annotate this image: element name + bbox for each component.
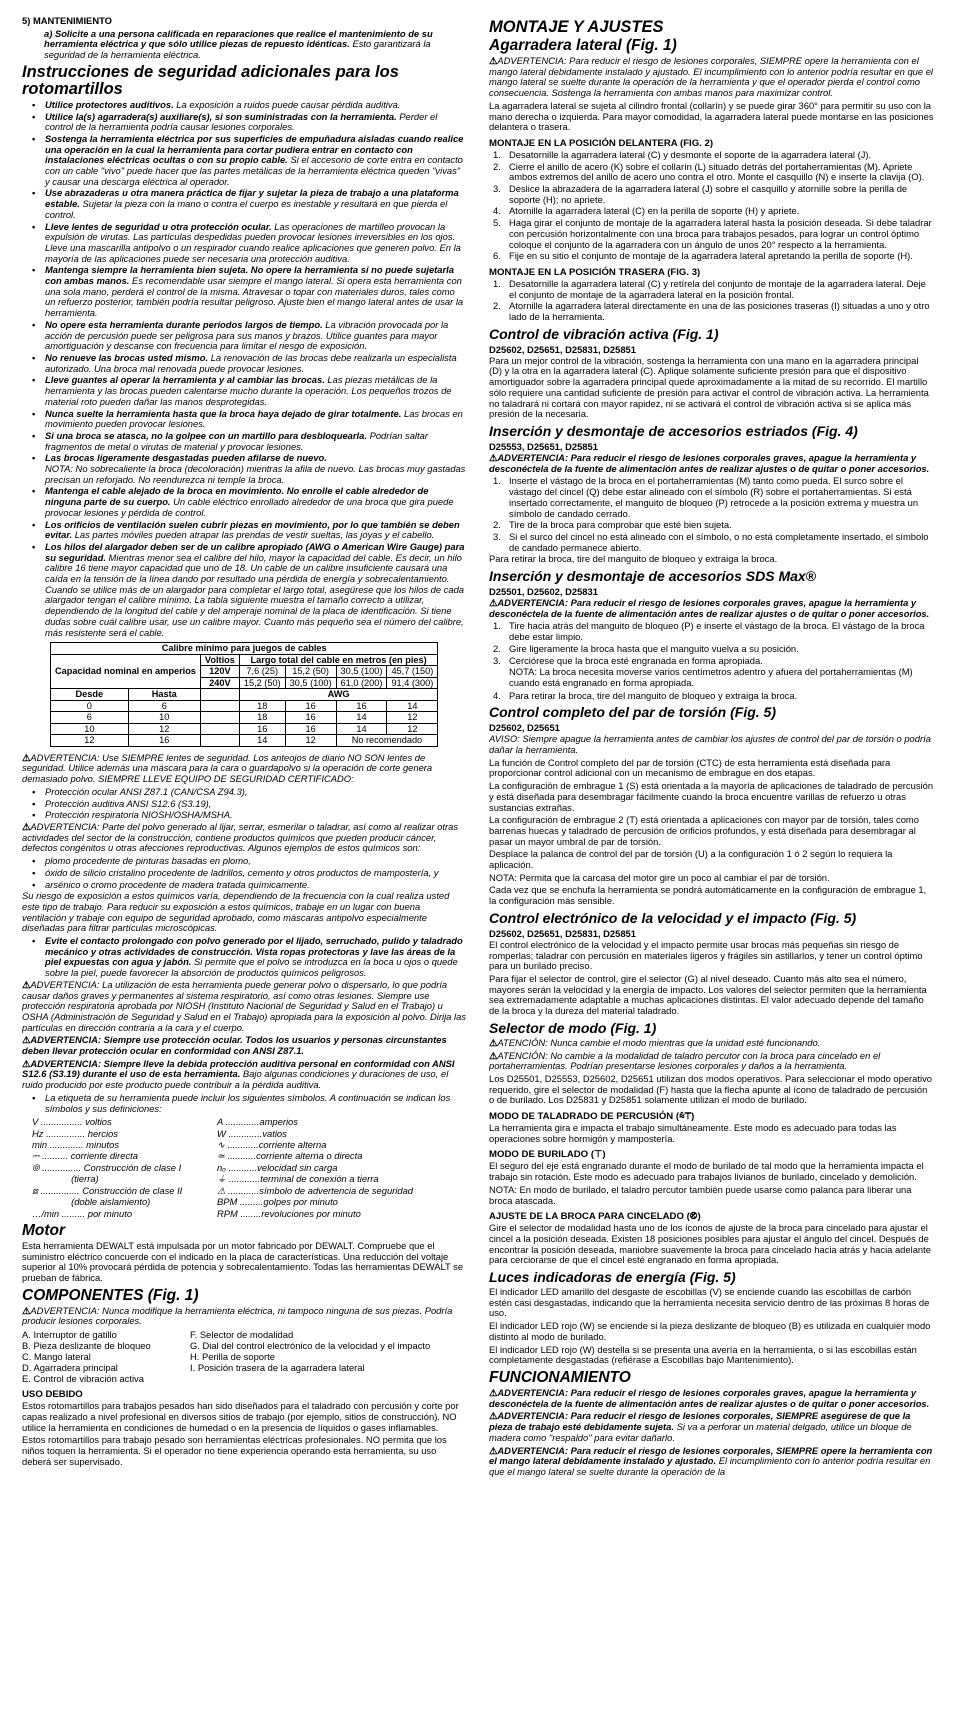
table-cell: 15,2 (50) bbox=[239, 677, 285, 689]
warning-icon: ⚠ bbox=[22, 1057, 31, 1069]
indicator-text-2: El indicador LED rojo (W) se enciende si la pieza deslizante de bloqueo (B) es utilizada en cualquier modo distinto al modo de burilado. bbox=[489, 1320, 931, 1342]
list-item: • La etiqueta de su herramienta puede incluir los siguientes símbolos. A continuación se indican los símbolos y sus definiciones: bbox=[32, 1093, 467, 1114]
volts-header: Voltios bbox=[200, 654, 239, 666]
sds-models: D25501, D25602, D25831 bbox=[489, 586, 598, 598]
warning-splined: ⚠ADVERTENCIA: Para reducir el riesgo de lesiones corporales graves, apague la herramienta y desconéctela de la fuente de alimentación antes de realizar ajustes o de quitar o poner accesorios. bbox=[489, 451, 930, 474]
symbol-definition: BPM .........golpes por minuto bbox=[217, 1196, 338, 1208]
warning-operation-3: ⚠ADVERTENCIA: Para reducir el riesgo de lesiones corporales, SIEMPRE opere la herramienta con el mango lateral debidamente instalado y ajustado. El incumplimiento con lo anterior podría resultar en que el mango lateral se suelte durante la operación de la bbox=[489, 1444, 933, 1477]
splined-models: D25553, D25651, D25851 bbox=[489, 440, 598, 452]
exposure-risk-text: Su riesgo de exposición a estos químicos varía, dependiendo de la frecuencia con la cual realiza usted este tipo de trabajo. Para reducir su exposición a estos químicos, trabaje en un lugar con buena ventilación y trabaje con equipo de seguridad aprobado, como máscaras antipolvo especialmente diseñadas para filtrar partículas microscópicas. bbox=[22, 890, 450, 934]
warning-side-handle: ⚠ADVERTENCIA: Para reducir el riesgo de lesiones corporales, SIEMPRE opere la herramienta con el mango lateral debidamente instalado y ajustado. El incumplimiento con lo anterior podría resultar en que el mango lateral se suelte durante la operación de la herramienta y que el operador pierda el control como consecuencia. Sostenga la herramienta con ambas manos para maximizar control. bbox=[489, 55, 934, 99]
maintenance-item-a: a) Solicite a una persona calificada en reparaciones que realice el mantenimiento de su herramienta eléctrica y que sólo utilice piezas de repuesto idénticas. Esto garantizará la seguridad de la herramienta eléctrica. bbox=[44, 27, 433, 61]
chisel-adjust-title: AJUSTE DE LA BROCA PARA CINCELADO (⦼) bbox=[489, 1211, 701, 1223]
component-item: F. Selector de modalidad bbox=[190, 1329, 294, 1341]
speed-text-1: El control electrónico de la velocidad y el impacto permite usar brocas más pequeñas sin riesgo de romperlas; taladrar con percusión en materiales ligeros y frágiles sin astillarlos, y tener un control óptimo para un burilado preciso. bbox=[489, 938, 923, 972]
warning-respiratory: ⚠ADVERTENCIA: La utilización de esta herramienta puede generar polvo o dispersarlo, lo que podría causar daños graves y permanentes al sistema respiratorio, así como otras lesiones. Siempre use protección respiratoria aprobada por NIOSH (Instituto Nacional de Seguridad y Salud en el Trabajo) u OSHA (Administración de Seguridad y Salud en el Trabajo) apropiada para la exposición al polvo. Dirija las partículas en dirección contraria a la cara y el cuerpo. bbox=[22, 978, 466, 1033]
symbol-definition: ∿ ............corriente alterna bbox=[217, 1139, 327, 1151]
warning-dust-chemicals: ⚠ADVERTENCIA: Parte del polvo generado al lijar, serrar, esmerilar o taladrar, así como al realizar otras actividades del sector de la construcción, contiene productos químicos que pueden producir cáncer, defectos congénitos u otras afecciones reproductivas. Algunos ejemplos de estos químicos son: bbox=[22, 820, 459, 854]
symbol-definition: ≃ ...........corriente alterna o directa bbox=[217, 1150, 363, 1162]
intended-use-title: USO DEBIDO bbox=[22, 1389, 83, 1401]
warning-hearing: ⚠ADVERTENCIA: Siempre lleve la debida protección auditiva personal en conformidad con ANSI S12.6 (S3.19) durante el uso de esta herramienta. Bajo algunas condiciones y duraciones de uso, el ruido producido por este producto puede contribuir a la pérdida auditiva. bbox=[22, 1057, 455, 1091]
warning-icon: ⚠ bbox=[489, 1049, 498, 1061]
length-header: Largo total del cable en metros (en pies) bbox=[239, 654, 437, 666]
list-item: • Si una broca se atasca, no la golpee con un martillo para desbloquearla. Podrían saltar fragmentos de metal o virutas de material y provocar lesiones. bbox=[32, 431, 467, 452]
warning-components: ⚠ADVERTENCIA: Nunca modifique la herramienta eléctrica, ni tampoco ninguna de sus piezas. Podría producir lesiones corporales. bbox=[22, 1304, 453, 1327]
warning-icon: ⚠ bbox=[22, 820, 31, 832]
list-item: • Sostenga la herramienta eléctrica por sus superficies de empuñadura aisladas cuando realice una operación en la cual la herramienta para cortar pudiera entrar en contacto con instalaciones eléctricas ocultas o con su propio cable. Si el accesorio de corte entra en contacto con un cable "vivo" puede hacer que las partes metálicas de la herramienta eléctrica queden "vivas" y causar una descarga eléctrica al operador. bbox=[32, 134, 467, 188]
warning-icon: ⚠ bbox=[489, 1386, 498, 1398]
torque-models: D25602, D25651 bbox=[489, 722, 560, 734]
indicator-text-1: El indicador LED amarillo del desgaste de escobillas (V) se enciende cuando las escobillas de carbón estén casi desgastadas, indicando que la herramienta necesita servicio dentro de las próximas 8 horas de uso. bbox=[489, 1286, 930, 1319]
table-row: 0 6 18 16 16 14 bbox=[51, 700, 438, 712]
list-item: 6. Fije en su sitio el conjunto de montaje de la agarradera lateral apretando la perilla de soporte (H). bbox=[493, 250, 913, 262]
symbol-definition: ⧈ ............... Construcción de clase II bbox=[32, 1184, 183, 1196]
chipping-mode-text: El seguro del eje está engranado durante el modo de burilado de tal modo que la herramienta impacta el trabajo sin rotación. Este modo es adecuado para trabajos livianos de burilado, cincelado y demolición. bbox=[489, 1160, 924, 1183]
symbol-definition: ⎓ .......... corriente directa bbox=[32, 1150, 138, 1162]
table-cell: 45,7 (150) bbox=[387, 666, 438, 678]
warning-icon: ⚠ bbox=[489, 597, 498, 609]
list-item: • Protección respiratoria NIOSH/OSHA/MSHA. bbox=[32, 810, 467, 821]
component-item: G. Dial del control electrónico de la velocidad y el impacto bbox=[190, 1340, 431, 1352]
list-item: • Protección ocular ANSI Z87.1 (CAN/CSA Z94.3), bbox=[32, 787, 467, 798]
component-item: H. Perilla de soporte bbox=[190, 1351, 275, 1363]
list-item: 3. Cerciórese que la broca esté engranada en forma apropiada. bbox=[493, 654, 763, 666]
volts-120: 120V bbox=[200, 666, 239, 678]
symbol-definition: V ................ voltios bbox=[32, 1116, 112, 1128]
speed-models: D25602, D25651, D25831, D25851 bbox=[489, 927, 636, 939]
mode-selector-title: Selector de modo (Fig. 1) bbox=[489, 1019, 657, 1036]
warning-eye-protection: ⚠ADVERTENCIA: Siempre use protección ocular. Todos los usuarios y personas circunstantes deben llevar protección ocular en conformidad con ANSI Z87.1. bbox=[22, 1034, 447, 1057]
maintenance-heading: 5) MANTENIMIENTO bbox=[22, 16, 112, 26]
list-item: • arsénico o cromo procedente de madera tratada químicamente. bbox=[32, 880, 467, 891]
torque-text-3: La configuración de embrague 2 (T) está orientada a aplicaciones con mayor par de torsión, tales como barrenas huecas y taladrado de percusión de orificios profundos, y está diseñada para desembragar al pasar un mayor umbral de par de torsión. bbox=[489, 814, 919, 847]
list-item: 2. Gire ligeramente la broca hasta que el manguito vuelva a su posición. bbox=[493, 642, 799, 654]
component-item: A. Interruptor de gatillo bbox=[22, 1329, 117, 1341]
table-cell: 61,0 (200) bbox=[336, 677, 387, 689]
torque-text-5: Cada vez que se enchufa la herramienta se pondrá automáticamente en la configuración de embrague 1, la configuración más sensible. bbox=[489, 884, 927, 907]
warning-icon: ⚠ bbox=[489, 451, 498, 463]
sharpen-note: NOTA: No sobrecaliente la broca (decoloración) mientras la afila de nuevo. Las brocas muy gastadas precisan un reforjado. No reendurezca ni temple la broca. bbox=[45, 463, 466, 485]
list-item: • Nunca suelte la herramienta hasta que la broca haya dejado de girar totalmente. Las brocas en movimiento pueden provocar lesiones. bbox=[32, 409, 467, 430]
component-item: C. Mango lateral bbox=[22, 1351, 91, 1363]
symbol-definition: ⏚ ............terminal de conexión a tierra bbox=[217, 1173, 379, 1185]
list-item: 2. Cierre el anillo de acero (K) sobre el collarín (L) situado detrás del portaherramientas (M). Apriete ambos extremos del anillo de acero uno contra el otro. Monte el casquillo (N) e inserte la clavija (O). bbox=[493, 160, 925, 183]
sds-steps bbox=[489, 621, 934, 666]
vibration-models: D25602, D25651, D25831, D25851 bbox=[489, 343, 636, 355]
to-header: Hasta bbox=[128, 689, 200, 701]
side-handle-title: Agarradera lateral (Fig. 1) bbox=[489, 37, 677, 54]
list-item: • Use abrazaderas u otra manera práctica de fijar y sujetar la pieza de trabajo a una plataforma estable. Sujetar la pieza con la mano o contra el cuerpo es inestable y resultará en que pierda el control. bbox=[32, 188, 467, 220]
list-item: 1. Desatornille la agarradera lateral (C) y desmonte el soporte de la agarradera lateral (J). bbox=[493, 148, 872, 160]
vibration-text: Para un mejor control de la vibración, sostenga la herramienta con una mano en la agarradera principal (D) y la otra en la agarradera lateral (C). Aplique solamente suficiente presión para que el dispositivo amortiguador sobre la agarradera principal quede aproximadamente a la mitad de su recorrido. El martillo sólo requiere una cantidad suficiente de presión para activar el control de vibración activa. La herramienta no taladrará ni cortará con mayor rapidez, ni se activará el control de vibración activa si se aplica más presión de la necesaria. bbox=[489, 354, 929, 420]
list-item: • No opere esta herramienta durante períodos largos de tiempo. La vibración provocada por la acción de percusión puede ser peligrosa para sus manos y brazos. Utilice guantes para mayor amortiguación y descanse con frecuencia para limitar el riesgo de exposición. bbox=[32, 320, 467, 352]
chemicals-list bbox=[32, 856, 467, 890]
component-item: E. Control de vibración activa bbox=[22, 1373, 144, 1385]
list-item: • Protección auditiva ANSI S12.6 (S3.19), bbox=[32, 799, 467, 810]
warning-icon: ⚠ bbox=[489, 1410, 498, 1422]
avoid-contact-list bbox=[32, 936, 467, 979]
sds-note: NOTA: La broca necesita moverse varios centímetros adentro y afuera del portaherramientas (M) cuando está engranado en forma apropiada. bbox=[509, 666, 913, 688]
table-cell: 30,5 (100) bbox=[285, 677, 336, 689]
symbol-definition: ⦾ ............... Construcción de clase I bbox=[32, 1161, 182, 1173]
intended-use-text-2: Estos rotomartillos para trabajo pesado son herramientas eléctricas profesionales. NO permita que los niños toquen la herramienta. Si el operador no tiene experiencia operando esta herramienta, su uso deberá ser supervisado. bbox=[22, 1434, 447, 1467]
component-item: I. Posición trasera de la agarradera lateral bbox=[190, 1362, 365, 1374]
symbol-definition: nₒ ...........velocidad sin carga bbox=[217, 1161, 338, 1173]
warning-operation-1: ⚠ADVERTENCIA: Para reducir el riesgo de lesiones corporales graves, apague la herramienta y desconéctela de la fuente de alimentación antes de realizar ajustes o de quitar o poner accesorios. bbox=[489, 1386, 930, 1409]
power-indicators-title: Luces indicadoras de energía (Fig. 5) bbox=[489, 1269, 736, 1286]
assembly-title: MONTAJE Y AJUSTES bbox=[489, 18, 664, 36]
sds-steps-continued bbox=[489, 691, 934, 702]
warning-icon: ⚠ bbox=[489, 1036, 498, 1048]
splined-remove-text: Para retirar la broca, tire del manguito de bloqueo y extraiga la broca. bbox=[489, 553, 778, 565]
indicator-text-3: El indicador LED rojo (W) destella si se presenta una avería en la herramienta, o si las escobillas están completamente desgastadas (refiérase a Escobillas bajo Mantenimiento). bbox=[489, 1343, 917, 1366]
motor-text: Esta herramienta DEWALT está impulsada por un motor fabricado por DEWALT. Compruebe que el suministro eléctrico concuerde con el indicado en la placa de características. Una reducción del voltaje superior al 10% provocará pérdida de potencia y sobrecalentamiento. Todas las herramientas DEWALT se prueban de fábrica. bbox=[22, 1239, 464, 1284]
torque-note: NOTA: Permita que la carcasa del motor gire un poco al cambiar el par de torsión. bbox=[489, 871, 830, 883]
components-title: COMPONENTES (Fig. 1) bbox=[22, 1286, 199, 1304]
chipping-note: NOTA: En modo de burilado, el taladro percutor también puede usarse como palanca para liberar una broca atascada. bbox=[489, 1183, 912, 1206]
mode-text: Los D25501, D25553, D25602, D25651 utilizan dos modos operativos. Para seleccionar el modo operativo requerido, gire el selector de modalidad (F) hasta que la flecha apunte al ícono de taladrado de percusión o de burilado. Los D25831 y D25851 solamente utilizan el modo de burilado. bbox=[489, 1072, 932, 1106]
symbol-definition: A .............amperios bbox=[217, 1116, 298, 1128]
front-mount-steps bbox=[489, 150, 934, 262]
component-item: D. Agarradera principal bbox=[22, 1362, 118, 1374]
safety-instructions-title: Instrucciones de seguridad adicionales para los rotomartillos bbox=[22, 62, 399, 98]
right-column bbox=[489, 16, 934, 1735]
motor-title: Motor bbox=[22, 1221, 66, 1239]
certified-equipment-list bbox=[32, 787, 467, 821]
torque-control-title: Control completo del par de torsión (Fig. 5) bbox=[489, 704, 777, 721]
list-item: 2. Tire de la broca para comprobar que esté bien sujeta. bbox=[493, 519, 732, 531]
list-item: 1. Inserte el vástago de la broca en el portaherramientas (M) tanto como pueda. El surco sobre el vástago del cincel (Q) debe estar alineado con el símbolo (R) sobre el portaherramientas. Si está insertado correctamente, el manguito de bloqueo (P) retrocede a la posición extrema y muestra un símbolo de candado cerrado. bbox=[493, 475, 919, 519]
symbol-definition: Hz ............... hercios bbox=[32, 1127, 118, 1139]
list-item: 4. Para retirar la broca, tire del manguito de bloqueo y extraiga la broca. bbox=[493, 689, 798, 701]
list-item: • Utilice la(s) agarradera(s) auxiliare(s), si son suministradas con la herramienta. Perder el control de la herramienta podría causar lesiones corporales. bbox=[32, 112, 467, 133]
warning-icon: ⚠ bbox=[489, 1444, 498, 1456]
list-item: • Utilice protectores auditivos. La exposición a ruidos puede causar pérdida auditiva. bbox=[32, 100, 467, 111]
list-item: 2. Atornille la agarradera lateral directamente en una de las posiciones traseras (I) situadas a uno y otro lado de la herramienta. bbox=[493, 300, 930, 323]
symbol-definition: (tierra) bbox=[32, 1173, 99, 1185]
hammer-drill-mode-title: MODO DE TALADRADO DE PERCUSIÓN (⩯⊤) bbox=[489, 1111, 695, 1123]
chisel-rotate-icon: (⦼) bbox=[686, 1211, 701, 1223]
list-item: • Los orificios de ventilación suelen cubrir piezas en movimiento, por lo que también se deben evitar. Las partes móviles pueden atrapar las prendas de vestir sueltas, las joyas y el cabello. bbox=[32, 520, 467, 541]
list-item: • Las brocas ligeramente desgastadas pueden afilarse de nuevo. NOTA: No sobrecaliente la broca (decoloración) mientras la afila de nuevo. Las brocas muy gastadas precisan un reforjado. No reendurezca ni temple la broca. bbox=[32, 453, 467, 485]
list-item: 3. Deslice la abrazadera de la agarradera lateral (J) sobre el casquillo y atornille sobre la perilla de soporte (H); no apriete. bbox=[493, 183, 908, 205]
list-item: 3. Si el surco del cincel no está alineado con el símbolo, o no está completamente insertado, el símbolo de candado permanece abierto. bbox=[493, 530, 929, 553]
list-item: • Evite el contacto prolongado con polvo generado por el lijado, serruchado, pulido y taladrado mecánico y otras actividades de construcción. Vista ropas protectoras y lave las áreas de la piel expuestas con agua y jabón. Si permite que el polvo se introduzca en la boca u ojos o quede sobre la piel, puede favorecer la absorción de productos químicos peligrosos. bbox=[32, 936, 467, 979]
list-item: • Mantenga el cable alejado de la broca en movimiento. No enrolle el cable alrededor de ninguna parte de su cuerpo. Un cable eléctrico enrollado alrededor de una broca que gira puede provocar lesiones y pérdida de control. bbox=[32, 486, 467, 518]
list-item: 1. Tire hacia atrás del manguito de bloqueo (P) e inserte el vástago de la broca. El vástago de la broca debe estar limpio. bbox=[493, 620, 925, 643]
rear-mount-title: MONTAJE EN LA POSICIÓN TRASERA (FIG. 3) bbox=[489, 266, 701, 278]
operation-title: FUNCIONAMIENTO bbox=[489, 1368, 631, 1386]
list-item: 1. Desatornille la agarradera lateral (C) y retírela del conjunto de montaje de la agarradera lateral. Deje el conjunto de montaje de la agarradera lateral en la posición frontal. bbox=[493, 277, 926, 300]
speed-text-2: Para fijar el selector de control, gire el selector (G) al nivel deseado. Cuanto más alto sea el número, mayores serán la velocidad y la energía de impacto. Los valores del selector permiten que la herramienta sea extremadamente adaptable a muchas aplicaciones distintas. El valor adecuado depende del tamaño de la broca y la dureza del material taladrado. bbox=[489, 973, 927, 1017]
hammer-drill-icon: (⩯⊤) bbox=[675, 1111, 695, 1123]
list-item: • óxido de silicio cristalino procedente de ladrillos, cemento y otros productos de mampostería, y bbox=[32, 868, 467, 879]
hammer-drill-mode-text: La herramienta gira e impacta el trabajo simultáneamente. Este modo es adecuado para todas las operaciones sobre hormigón y mampostería. bbox=[489, 1122, 897, 1144]
awg-header: AWG bbox=[239, 689, 437, 701]
side-handle-text: La agarradera lateral se sujeta al cilindro frontal (collarín) y se puede girar 360° para permitir su uso con la mano derecha o izquierda. Para mayor comodidad, la agarradera lateral puede montarse en las posiciones delantera o trasera. bbox=[489, 99, 934, 133]
table-row: 12 16 14 12 No recomendado bbox=[51, 735, 438, 747]
warning-icon: ⚠ bbox=[22, 751, 31, 763]
warning-safety-glasses: ⚠ADVERTENCIA: Use SIEMPRE lentes de seguridad. Los anteojos de diario NO SON lentes de seguridad. Utilice además una máscara para la cara o guardapolvo si la operación de corte genera demasiado polvo. SIEMPRE LLEVE EQUIPO DE SEGURIDAD CERTIFICADO: bbox=[22, 751, 433, 785]
cable-gauge-table bbox=[50, 642, 438, 747]
list-item: 4. Atornille la agarradera lateral (C) en la perilla de soporte (H) y apriete. bbox=[493, 205, 800, 217]
table-cell: 30,5 (100) bbox=[336, 666, 387, 678]
list-item: • Mantenga siempre la herramienta bien sujeta. No opere la herramienta si no puede sujetarla con ambas manos. Es recomendable usar siempre el mango lateral. Si opera esta herramienta con una sola mano, perderá el control de la misma. Atravesar o topar con materiales duros, tales como un refuerzo posterior, también podría resultar peligroso. Ajuste bien el mango lateral antes de usar la herramienta. bbox=[32, 265, 467, 319]
warning-icon: ⚠ bbox=[489, 55, 498, 66]
caution-mode-1: ⚠ATENCIÓN: Nunca cambie el modo mientras que la unidad esté funcionando. bbox=[489, 1036, 821, 1048]
warning-icon: ⚠ bbox=[22, 1034, 31, 1046]
table-cell: 15,2 (50) bbox=[285, 666, 336, 678]
sds-max-title: Inserción y desmontaje de accesorios SDS Max® bbox=[489, 568, 816, 585]
warning-sds: ⚠ADVERTENCIA: Para reducir el riesgo de lesiones corporales graves, apague la herramienta y desconéctela de la fuente de alimentación antes de realizar ajustes o de quitar o poner accesorios. bbox=[489, 597, 930, 619]
list-item: 5. Haga girar el conjunto de montaje de la agarradera lateral hasta la posición deseada. Si debe taladrar con percusión horizontalmente con una broca para trabajos pesados, para lograr un control óptimo coloque el conjunto de la agarradera con un ángulo de unos 20° respecto a la herramienta. bbox=[493, 217, 932, 250]
chipping-icon: (⊤) bbox=[590, 1149, 606, 1161]
volts-240: 240V bbox=[200, 677, 239, 689]
table-cell: 91,4 (300) bbox=[387, 677, 438, 689]
table-row: 10 12 16 16 14 12 bbox=[51, 723, 438, 735]
component-item: B. Pieza deslizante de bloqueo bbox=[22, 1340, 151, 1352]
symbol-definition: …/min ......... por minuto bbox=[32, 1207, 133, 1219]
front-mount-title: MONTAJE EN LA POSICIÓN DELANTERA (FIG. 2) bbox=[489, 137, 714, 149]
splined-accessories-title: Inserción y desmontaje de accesorios estriados (Fig. 4) bbox=[489, 422, 858, 439]
symbol-definition: min ............. minutos bbox=[32, 1139, 120, 1151]
speed-control-title: Control electrónico de la velocidad y el impacto (Fig. 5) bbox=[489, 909, 857, 926]
symbol-definition: ⚠ ............símbolo de advertencia de seguridad bbox=[217, 1184, 414, 1196]
from-header: Desde bbox=[51, 689, 129, 701]
left-column bbox=[22, 16, 467, 1735]
chipping-mode-title: MODO DE BURILADO (⊤) bbox=[489, 1149, 606, 1161]
symbol-definition: W .............vatios bbox=[217, 1127, 287, 1139]
intended-use-text-1: Estos rotomartillos para trabajos pesados han sido diseñados para el taladrado con percusión y corte por capas realizado a nivel profesional en diversos sitios de trabajo (por ejemplo, sitios de construcción). NO utilice la herramienta en condiciones de humedad o en la presencia de líquidos o gases inflamables. bbox=[22, 1400, 459, 1433]
rear-mount-steps bbox=[489, 279, 934, 323]
symbols-grid bbox=[32, 1116, 467, 1219]
table-title: Calibre mínimo para juegos de cables bbox=[51, 643, 438, 655]
warning-icon: ⚠ bbox=[22, 1304, 31, 1316]
list-item: • No renueve las brocas usted mismo. La renovación de las brocas debe realizarla un especialista autorizado. Una broca mal renovada puede provocar lesiones. bbox=[32, 353, 467, 374]
safety-bullet-list bbox=[32, 100, 467, 638]
torque-text-2: La configuración de embrague 1 (S) está orientada a la mayoría de aplicaciones de taladrado de percusión y está diseñada para desembragar fácilmente cuando la broca encuentre varillas de refuerzo u otras sustancias extrañas. bbox=[489, 780, 934, 813]
list-item: • Los hilos del alargador deben ser de un calibre apropiado (AWG o American Wire Gauge) para su seguridad. Mientras menor sea el calibre del hilo, mayor la capacidad del cable. Es decir, un hilo calibre 16 tiene mayor capacidad que uno de 18. Un cable de un calibre insuficiente causará una caída en la tensión de la línea dando por resultado una pérdida de energía y sobrecalentamiento. Cuando se utilice más de un alargador para completar el largo total, asegúrese que los hilos de cada alargador tengan el calibre mínimo. La tabla siguiente muestra el tamaño correcto a utilizar, dependiendo de la longitud del cable y del amperaje nominal de la placa de identificación. Si tiene dudas sobre cuál calibre usar, use un calibre mayor. Cuanto más pequeño sea el número del calibre, más resistente será el cable. bbox=[32, 542, 467, 638]
label-intro-list bbox=[32, 1093, 467, 1114]
chisel-adjust-text: Gire el selector de modalidad hasta uno de los íconos de ajuste de la broca para cincelado para ajustar el cincel a la posición deseada. Existen 18 posiciones posibles para ajustar el ángulo del cincel. Después de encontrar la posición deseada, maniobre suavemente la broca para cincelado hacia atrás y hacia adelante para cerciorarse de que el cincel esté engranado en forma apropiada. bbox=[489, 1222, 931, 1266]
warning-operation-2: ⚠ADVERTENCIA: Para reducir el riesgo de lesiones corporales, SIEMPRE asegúrese de que la pieza de trabajo esté debidamente sujeta. Si va a perforar un material delgado, utilice un bloque de madera como "respaldo" para evitar dañarlo. bbox=[489, 1410, 912, 1443]
torque-text-4: Desplace la palanca de control del par de torsión (U) a la configuración 1 ó 2 según lo requiera la aplicación. bbox=[489, 848, 893, 871]
warning-icon: ⚠ bbox=[22, 978, 31, 990]
table-row: 6 10 18 16 14 12 bbox=[51, 712, 438, 724]
capacity-header: Capacidad nominal en amperios bbox=[51, 654, 201, 689]
splined-steps bbox=[489, 476, 934, 553]
list-item: • Lleve lentes de seguridad u otra protección ocular. Las operaciones de martilleo provocan la expulsión de virutas. Las partículas despedidas pueden provocar lesiones irreversibles en los ojos. Lleve una mascarilla antipolvo o un respirador cuando realice aplicaciones que generen polvo. En la mayoría de las aplicaciones puede ser necesaria una protección auditiva. bbox=[32, 222, 467, 265]
list-item: • Lleve guantes al operar la herramienta y al cambiar las brocas. Las piezas metálicas de la herramienta y las brocas pueden calentarse mucho durante la operación. Los pequeños trozos de material roto pueden dañar las manos desprotegidas. bbox=[32, 375, 467, 407]
symbol-definition: (doble aislamiento) bbox=[32, 1196, 151, 1208]
table-cell: 7,6 (25) bbox=[239, 666, 285, 678]
vibration-control-title: Control de vibración activa (Fig. 1) bbox=[489, 325, 719, 342]
torque-text-1: La función de Control completo del par de torsión (CTC) de esta herramienta está diseñada para proporcionar control adicional con un mecanismo de embrague en dos etapas. bbox=[489, 756, 891, 779]
list-item: • plomo procedente de pinturas basadas en plomo, bbox=[32, 856, 467, 867]
symbol-definition: RPM ........revoluciones por minuto bbox=[217, 1207, 361, 1219]
torque-notice: AVISO: Siempre apague la herramienta antes de cambiar los ajustes de control del par de torsión o podría dañar la herramienta. bbox=[489, 733, 931, 756]
components-grid bbox=[22, 1329, 467, 1384]
caution-mode-2: ⚠ATENCIÓN: No cambie a la modalidad de taladro percutor con la broca para cincelado en el portaherramientas. Podrían presentarse lesiones corporales y daños a la herramienta. bbox=[489, 1049, 881, 1072]
